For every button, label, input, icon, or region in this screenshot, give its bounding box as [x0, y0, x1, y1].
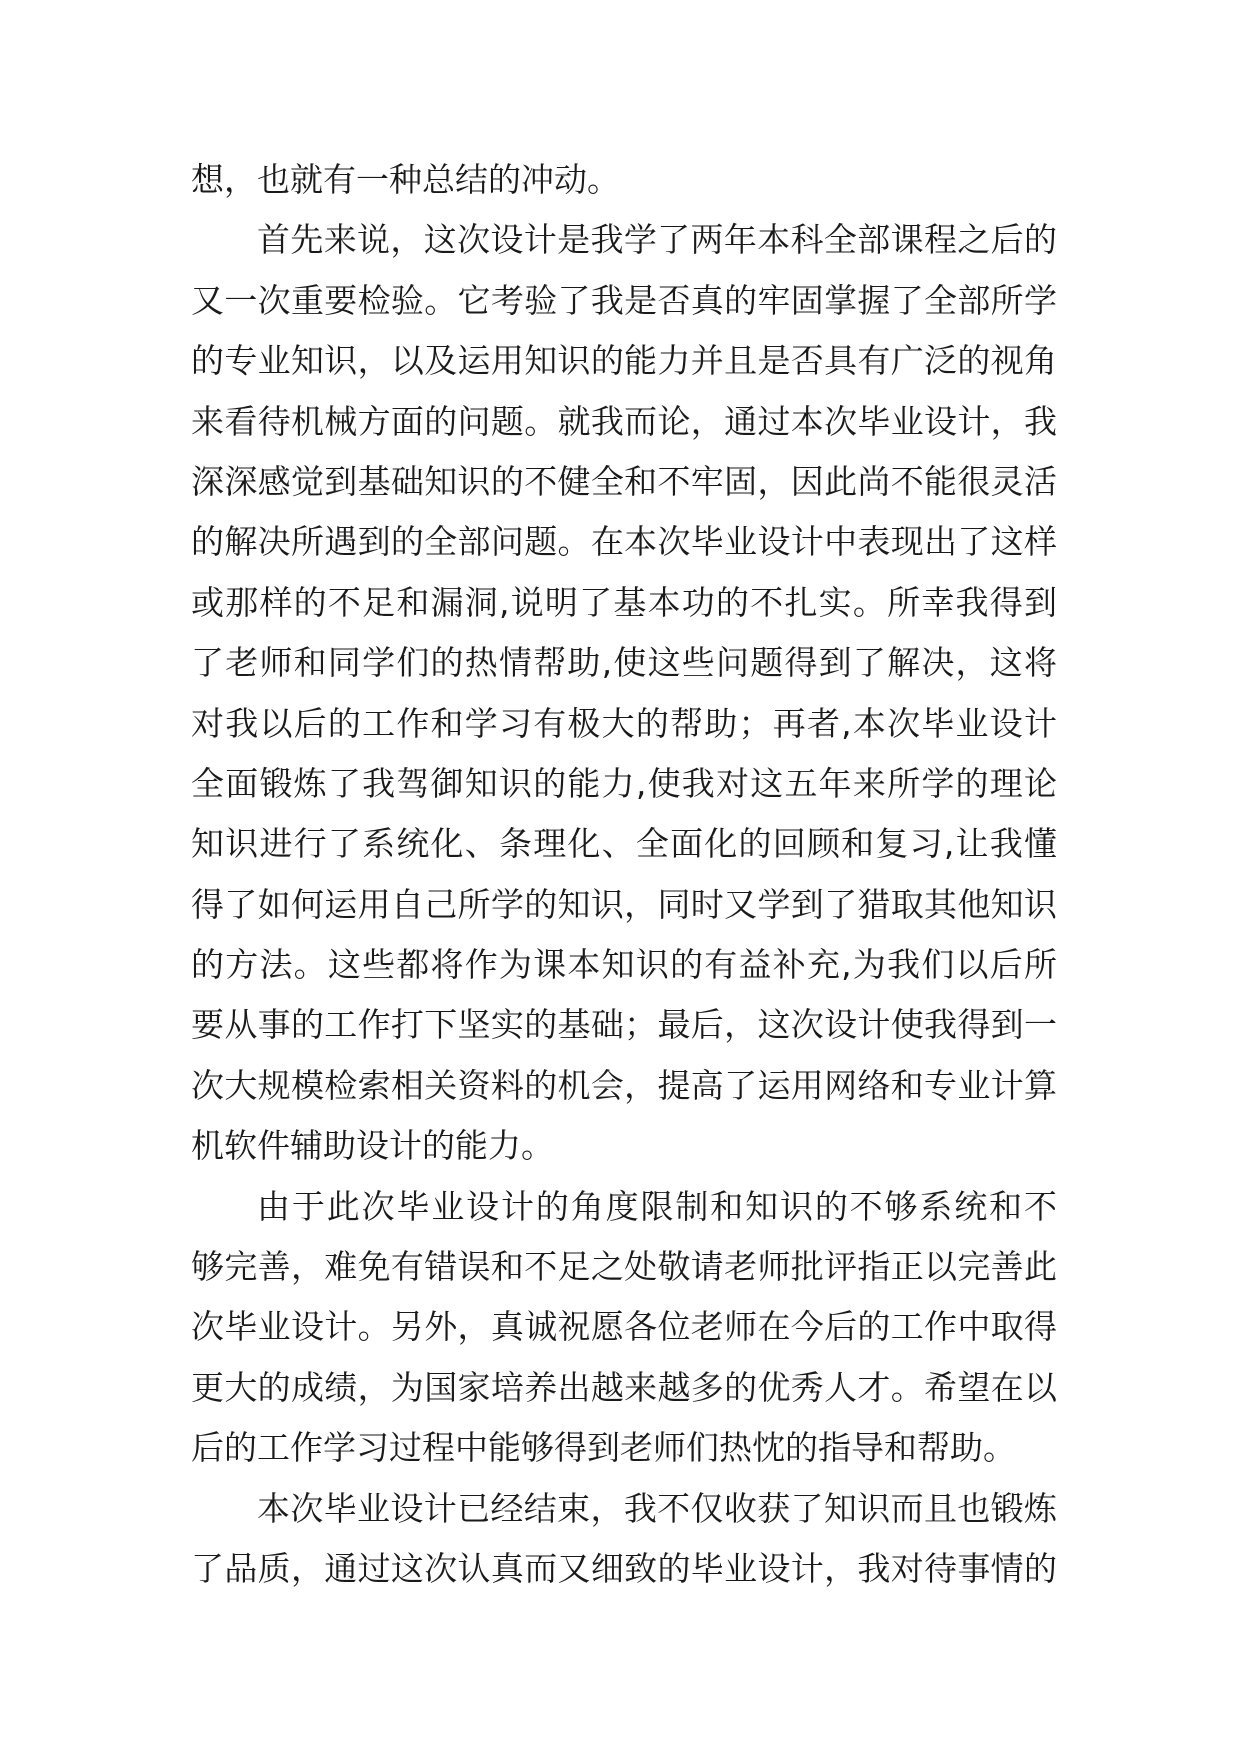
- text-line: 的专业知识，以及运用知识的能力并且是否具有广泛的视角: [191, 341, 1057, 381]
- text-line: 次毕业设计。另外，真诚祝愿各位老师在今后的工作中取得: [191, 1307, 1057, 1347]
- text-line: 要从事的工作打下坚实的基础；最后，这次设计使我得到一: [191, 1005, 1057, 1045]
- text-line: 了老师和同学们的热情帮助,使这些问题得到了解决，这将: [191, 643, 1057, 683]
- text-line: 的方法。这些都将作为课本知识的有益补充,为我们以后所: [191, 945, 1057, 985]
- text-line: 的解决所遇到的全部问题。在本次毕业设计中表现出了这样: [191, 522, 1057, 562]
- text-line: 全面锻炼了我驾御知识的能力,使我对这五年来所学的理论: [191, 763, 1057, 803]
- text-line: 或那样的不足和漏洞,说明了基本功的不扎实。所幸我得到: [191, 582, 1057, 622]
- paragraph: [191, 150, 1057, 210]
- text-line: 知识进行了系统化、条理化、全面化的回顾和复习,让我懂: [191, 824, 1057, 864]
- paragraph: [191, 1177, 1057, 1479]
- text-line: 够完善，难免有错误和不足之处敬请老师批评指正以完善此: [191, 1247, 1057, 1287]
- text-line: 更大的成绩，为国家培养出越来越多的优秀人才。希望在以: [191, 1367, 1057, 1407]
- paragraph: [191, 1479, 1057, 1600]
- document-body: [191, 150, 1057, 1599]
- text-line: 首先来说，这次设计是我学了两年本科全部课程之后的: [257, 220, 1057, 260]
- text-line: 后的工作学习过程中能够得到老师们热忱的指导和帮助。: [191, 1428, 1016, 1468]
- text-line: 得了如何运用自己所学的知识，同时又学到了猎取其他知识: [191, 884, 1057, 924]
- text-line: 深深感觉到基础知识的不健全和不牢固，因此尚不能很灵活: [191, 461, 1057, 501]
- text-line: 机软件辅助设计的能力。: [191, 1126, 554, 1166]
- text-line: 来看待机械方面的问题。就我而论，通过本次毕业设计，我: [191, 401, 1057, 441]
- paragraph: [191, 210, 1057, 1176]
- text-line: 又一次重要检验。它考验了我是否真的牢固掌握了全部所学: [191, 280, 1057, 320]
- text-line: 想，也就有一种总结的冲动。: [191, 160, 620, 199]
- text-line: 本次毕业设计已经结束，我不仅收获了知识而且也锻炼: [257, 1488, 1057, 1528]
- text-line: 了品质，通过这次认真而又细致的毕业设计，我对待事情的: [191, 1548, 1057, 1588]
- text-line: 由于此次毕业设计的角度限制和知识的不够系统和不: [257, 1186, 1057, 1226]
- text-line: 对我以后的工作和学习有极大的帮助；再者,本次毕业设计: [191, 703, 1057, 743]
- text-line: 次大规模检索相关资料的机会，提高了运用网络和专业计算: [191, 1065, 1057, 1105]
